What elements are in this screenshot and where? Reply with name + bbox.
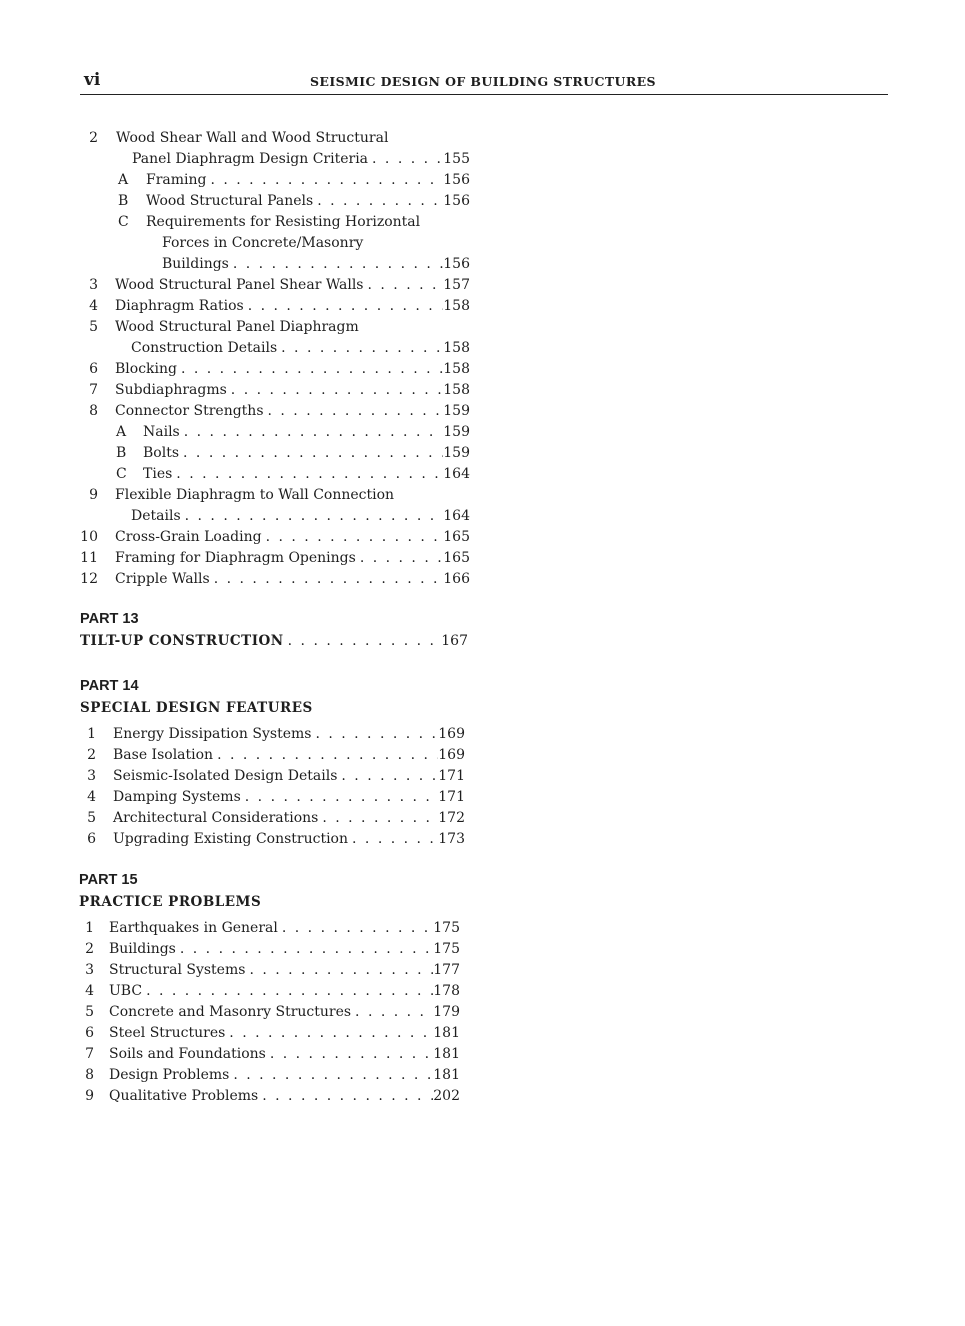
entry-number: 5 <box>87 810 96 826</box>
entry-title: UBC <box>109 983 143 999</box>
entry-page: 158 <box>443 340 470 356</box>
entry-title: Wood Structural Panel Diaphragm <box>115 319 359 335</box>
entry-title: Flexible Diaphragm to Wall Connection <box>115 487 395 503</box>
entry-page: 179 <box>433 1004 460 1020</box>
entry-title: Base Isolation <box>113 747 214 763</box>
entry-title: Seismic-Isolated Design Details <box>113 768 338 784</box>
dot-leader <box>179 443 443 464</box>
dot-leader <box>181 506 444 527</box>
entry-title: Earthquakes in General <box>109 920 278 936</box>
toc-subentry-continued[interactable] <box>80 254 470 275</box>
entry-number: 4 <box>87 789 96 805</box>
dot-leader <box>244 296 444 317</box>
toc-subentry[interactable] <box>80 464 470 485</box>
entry-title: Details <box>131 508 181 524</box>
entry-page: 175 <box>433 941 460 957</box>
dot-leader <box>225 1023 433 1044</box>
entry-title: Wood Shear Wall and Wood Structural <box>116 130 389 146</box>
entry-title: Diaphragm Ratios <box>115 298 244 314</box>
dot-leader <box>337 766 438 787</box>
entry-number: 6 <box>85 1025 94 1041</box>
entry-title: Energy Dissipation Systems <box>113 726 312 742</box>
dot-leader <box>241 787 438 808</box>
toc-subentry[interactable] <box>80 443 470 464</box>
dot-leader <box>172 464 443 485</box>
entry-title: Construction Details <box>131 340 278 356</box>
entry-letter: C <box>118 214 129 230</box>
entry-letter: A <box>116 424 127 440</box>
toc-subentry[interactable] <box>80 191 470 212</box>
entry-page: 164 <box>443 508 470 524</box>
entry-page: 171 <box>438 789 465 805</box>
entry-title: Soils and Foundations <box>109 1046 266 1062</box>
dot-leader <box>258 1086 433 1107</box>
entry-title: Architectural Considerations <box>113 810 319 826</box>
entry-page: 158 <box>443 298 470 314</box>
toc-entry[interactable] <box>78 724 468 745</box>
toc-entry[interactable] <box>80 296 470 317</box>
dot-leader <box>311 724 438 745</box>
dot-leader <box>264 401 444 422</box>
entry-number: 12 <box>80 571 98 587</box>
entry-letter: B <box>116 445 127 461</box>
entry-page: 158 <box>443 361 470 377</box>
toc-entry[interactable] <box>80 485 470 506</box>
entry-title: Bolts <box>143 445 180 461</box>
entry-page: 164 <box>443 466 470 482</box>
toc-subentry-continued[interactable] <box>80 233 470 254</box>
toc-entry[interactable] <box>80 569 470 590</box>
entry-title: Buildings <box>162 256 229 272</box>
dot-leader <box>284 631 442 652</box>
entry-number: 5 <box>85 1004 94 1020</box>
entry-page: 178 <box>433 983 460 999</box>
dot-leader <box>313 191 443 212</box>
dot-leader <box>277 338 443 359</box>
dot-leader <box>213 745 438 766</box>
dot-leader <box>348 829 438 850</box>
entry-title: Subdiaphragms <box>115 382 227 398</box>
entry-letter: B <box>118 193 129 209</box>
entry-number: 7 <box>89 382 98 398</box>
entry-page: 181 <box>433 1067 460 1083</box>
entry-title: Concrete and Masonry Structures <box>109 1004 352 1020</box>
entry-number: 6 <box>89 361 98 377</box>
entry-number: 9 <box>89 487 98 503</box>
toc-entry[interactable] <box>80 527 470 548</box>
dot-leader <box>229 1065 433 1086</box>
dot-leader <box>278 918 433 939</box>
entry-page: 202 <box>433 1088 460 1104</box>
entry-page: 165 <box>443 529 470 545</box>
entry-number: 2 <box>85 941 94 957</box>
entry-title: Steel Structures <box>109 1025 226 1041</box>
dot-leader <box>180 422 444 443</box>
toc-entry[interactable] <box>80 401 470 422</box>
toc-entry[interactable] <box>76 981 466 1002</box>
entry-page: 155 <box>443 151 470 167</box>
toc-entry[interactable] <box>76 1065 466 1086</box>
entry-title: Upgrading Existing Construction <box>113 831 349 847</box>
toc-subentry[interactable] <box>80 212 470 233</box>
entry-number: 11 <box>80 550 98 566</box>
entry-title: Damping Systems <box>113 789 241 805</box>
dot-leader <box>177 359 443 380</box>
entry-page: 159 <box>443 424 470 440</box>
entry-title: Framing for Diaphragm Openings <box>115 550 356 566</box>
toc-subentry[interactable] <box>80 170 470 191</box>
entry-number: 4 <box>89 298 98 314</box>
entry-title: Connector Strengths <box>115 403 264 419</box>
toc-entry[interactable] <box>76 1086 466 1107</box>
dot-leader <box>266 1044 433 1065</box>
entry-page: 159 <box>443 445 470 461</box>
entry-page: 181 <box>433 1025 460 1041</box>
toc-entry[interactable] <box>78 829 468 850</box>
dot-leader <box>318 808 438 829</box>
entry-title: Wood Structural Panels <box>146 193 314 209</box>
entry-page: 172 <box>438 810 465 826</box>
entry-page: 158 <box>443 382 470 398</box>
toc-entry[interactable] <box>80 548 470 569</box>
entry-number: 2 <box>87 747 96 763</box>
dot-leader <box>368 149 443 170</box>
entry-number: 4 <box>85 983 94 999</box>
dot-leader <box>229 254 443 275</box>
toc-entry-continued[interactable] <box>80 149 470 170</box>
entry-title: Ties <box>143 466 173 482</box>
part-title: TILT-UP CONSTRUCTION <box>80 633 284 649</box>
entry-page: 181 <box>433 1046 460 1062</box>
entry-page: 169 <box>438 726 465 742</box>
toc-entry-continued[interactable] <box>80 506 470 527</box>
entry-number: 2 <box>89 130 98 146</box>
toc-entry[interactable] <box>76 918 466 939</box>
entry-number: 3 <box>89 277 98 293</box>
entry-page: 156 <box>443 172 470 188</box>
toc-entry[interactable] <box>76 1023 466 1044</box>
entry-page: 166 <box>443 571 470 587</box>
part-title: SPECIAL DESIGN FEATURES <box>80 700 313 716</box>
entry-page: 156 <box>443 193 470 209</box>
part-label: PART 14 <box>80 678 139 694</box>
entry-page: 159 <box>443 403 470 419</box>
toc-entry[interactable] <box>76 1044 466 1065</box>
page-header <box>80 70 888 95</box>
toc-entry[interactable] <box>80 275 470 296</box>
entry-number: 6 <box>87 831 96 847</box>
entry-title: Design Problems <box>109 1067 230 1083</box>
entry-number: 1 <box>87 726 96 742</box>
entry-number: 1 <box>85 920 94 936</box>
toc-subentry[interactable] <box>80 422 470 443</box>
toc-entry-continued[interactable] <box>80 338 470 359</box>
entry-page: 177 <box>433 962 460 978</box>
entry-title: Blocking <box>115 361 177 377</box>
entry-page: 167 <box>441 633 468 649</box>
entry-page: 173 <box>438 831 465 847</box>
page-number: vi <box>84 70 101 90</box>
dot-leader <box>364 275 444 296</box>
dot-leader <box>142 981 433 1002</box>
toc-entry[interactable] <box>78 787 468 808</box>
entry-number: 5 <box>89 319 98 335</box>
toc-entry[interactable] <box>76 960 466 981</box>
entry-title: Cripple Walls <box>115 571 210 587</box>
entry-title: Nails <box>143 424 180 440</box>
dot-leader <box>227 380 443 401</box>
entry-number: 8 <box>85 1067 94 1083</box>
dot-leader <box>176 939 433 960</box>
part-label: PART 13 <box>80 611 139 627</box>
dot-leader <box>210 569 444 590</box>
entry-title: Cross-Grain Loading <box>115 529 262 545</box>
toc-entry[interactable] <box>80 380 470 401</box>
entry-page: 171 <box>438 768 465 784</box>
dot-leader <box>262 527 444 548</box>
entry-number: 10 <box>80 529 98 545</box>
entry-page: 165 <box>443 550 470 566</box>
entry-title: Wood Structural Panel Shear Walls <box>115 277 364 293</box>
entry-title: Requirements for Resisting Horizontal <box>146 214 421 230</box>
entry-page: 156 <box>443 256 470 272</box>
entry-title: Structural Systems <box>109 962 246 978</box>
entry-number: 3 <box>87 768 96 784</box>
entry-title: Panel Diaphragm Design Criteria <box>132 151 369 167</box>
running-title: SEISMIC DESIGN OF BUILDING STRUCTURES <box>310 74 656 89</box>
toc-entry[interactable] <box>78 808 468 829</box>
toc-entry[interactable] <box>76 1002 466 1023</box>
toc-entry[interactable] <box>80 359 470 380</box>
entry-letter: A <box>118 172 129 188</box>
dot-leader <box>351 1002 433 1023</box>
toc-entry[interactable] <box>80 128 470 149</box>
entry-page: 169 <box>438 747 465 763</box>
entry-number: 8 <box>89 403 98 419</box>
entry-title: Buildings <box>109 941 176 957</box>
entry-number: 9 <box>85 1088 94 1104</box>
part-title: PRACTICE PROBLEMS <box>79 894 262 910</box>
dot-leader <box>245 960 433 981</box>
entry-page: 157 <box>443 277 470 293</box>
entry-letter: C <box>116 466 127 482</box>
entry-title: Forces in Concrete/Masonry <box>162 235 364 251</box>
dot-leader <box>206 170 443 191</box>
entry-title: Qualitative Problems <box>109 1088 259 1104</box>
entry-number: 7 <box>85 1046 94 1062</box>
entry-title: Framing <box>146 172 207 188</box>
toc-part-entry[interactable] <box>80 631 470 652</box>
toc-entry[interactable] <box>78 766 468 787</box>
entry-page: 175 <box>433 920 460 936</box>
toc-entry[interactable] <box>76 939 466 960</box>
entry-number: 3 <box>85 962 94 978</box>
dot-leader <box>356 548 443 569</box>
toc-entry[interactable] <box>80 317 470 338</box>
part-label: PART 15 <box>79 872 138 888</box>
toc-entry[interactable] <box>78 745 468 766</box>
